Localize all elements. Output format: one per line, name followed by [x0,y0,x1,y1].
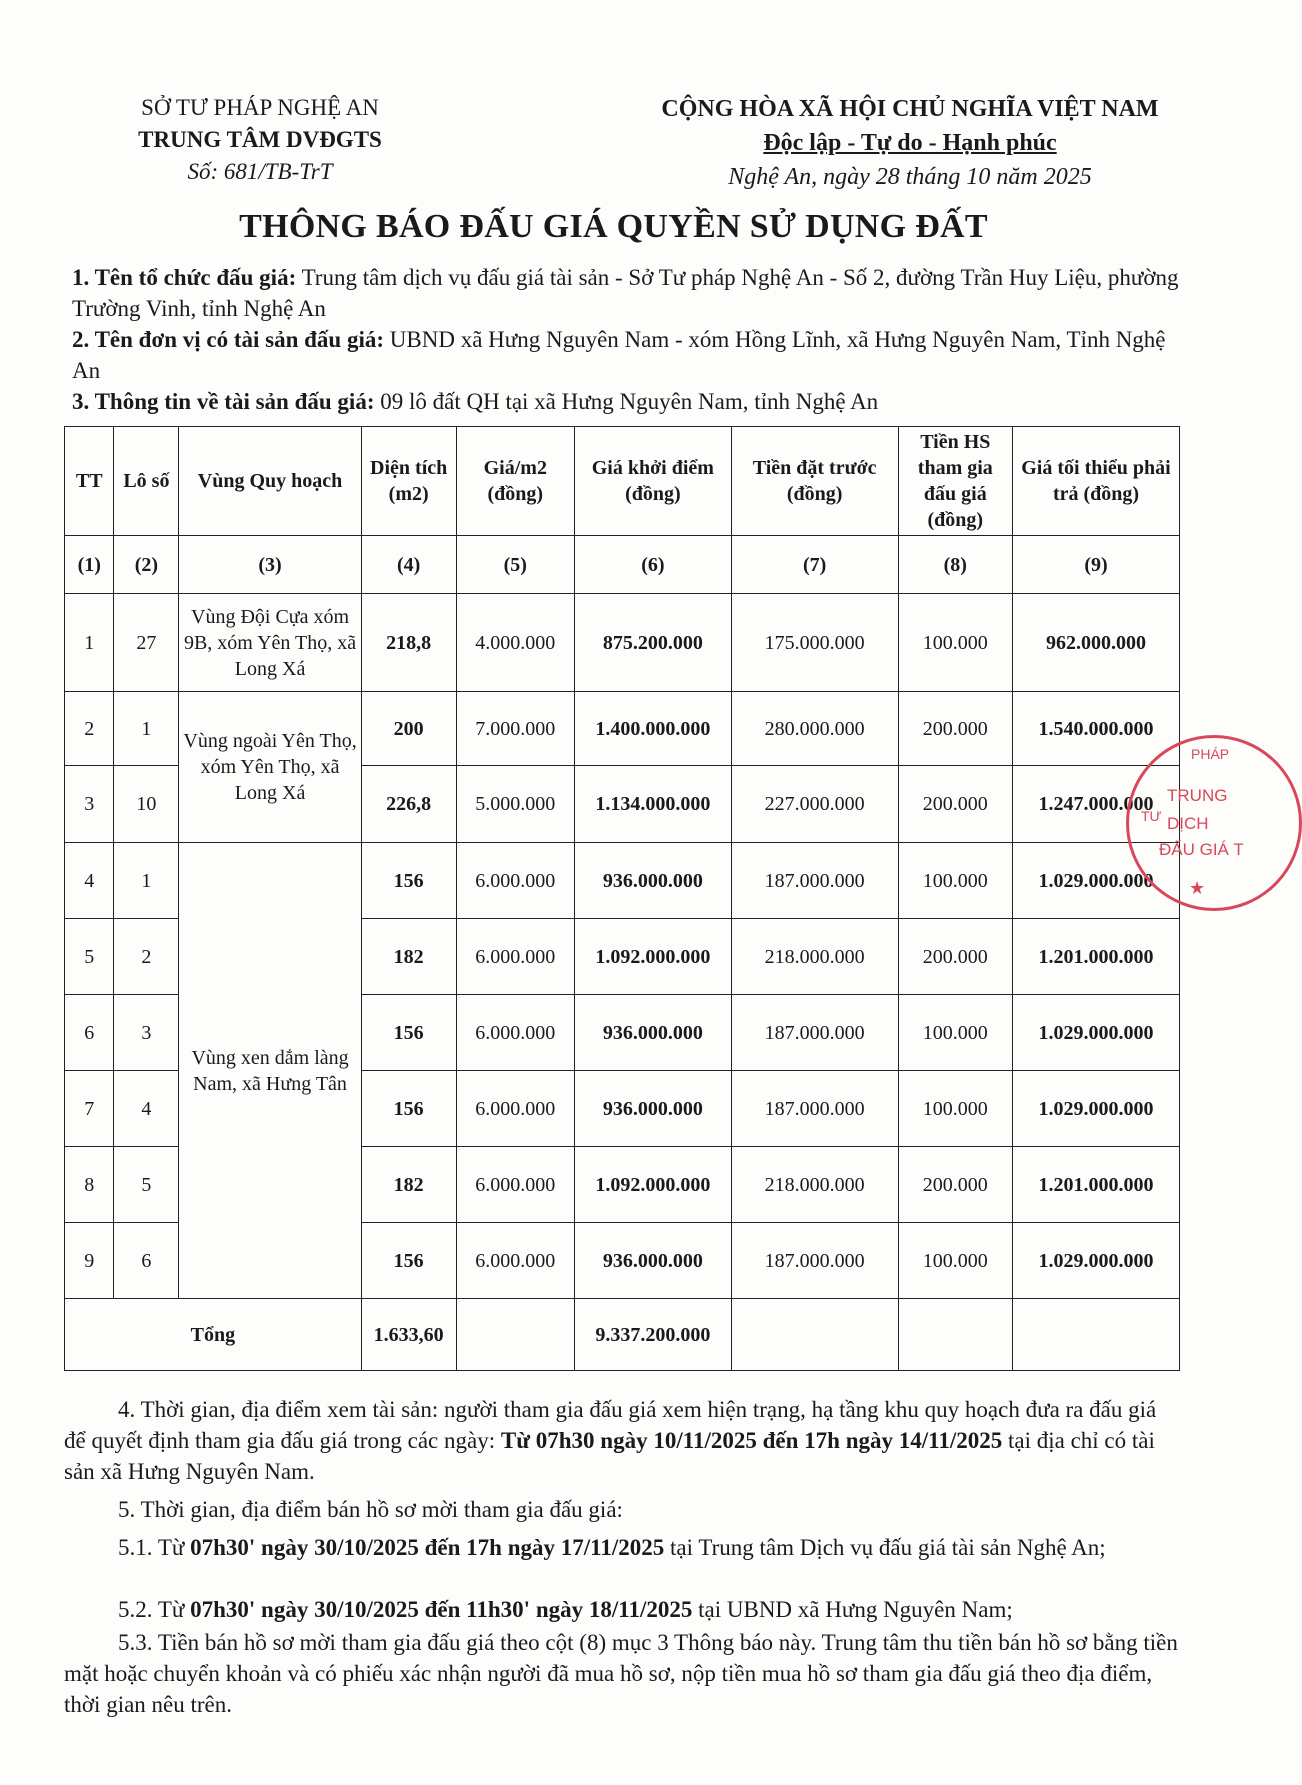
col-header: Giá tối thiểu phải trả (đồng) [1012,427,1179,536]
cell-lot: 3 [114,995,179,1071]
cell-tt: 5 [65,919,114,995]
cell-price: 6.000.000 [456,919,575,995]
cell-lot: 27 [114,594,179,692]
cell-min-price: 1.029.000.000 [1012,1071,1179,1147]
section-3-label: 3. Thông tin về tài sản đấu giá: [72,389,375,414]
cell-tt: 6 [65,995,114,1071]
section-4-text: 4. Thời gian, địa điểm xem tài sản: người tham gia đấu giá xem hiện trạng, hạ tầng khu quy hoạch đưa ra đấu giá để quyết định tham gia đấu giá trong các ngày: [64,1397,1157,1453]
cell-area: 156 [361,995,456,1071]
cell-price: 7.000.000 [456,692,575,766]
cell-lot: 6 [114,1223,179,1299]
cell-min-price: 1.029.000.000 [1012,995,1179,1071]
document-date: Nghệ An, ngày 28 tháng 10 năm 2025 [728,164,1092,190]
table-row [65,692,1180,766]
total-area: 1.633,60 [361,1299,456,1371]
cell-tt: 8 [65,1147,114,1223]
col-header: Lô số [114,427,179,536]
stamp-text: DỊCH [1167,814,1209,833]
cell-fee: 200.000 [898,766,1012,843]
cell-deposit: 175.000.000 [731,594,898,692]
cell-fee: 100.000 [898,995,1012,1071]
cell-price: 4.000.000 [456,594,575,692]
cell-lot: 1 [114,692,179,766]
stamp-text: TRUNG [1167,786,1228,805]
cell-min-price: 1.540.000.000 [1012,692,1179,766]
cell-fee: 100.000 [898,1071,1012,1147]
cell-zone: Vùng ngoài Yên Thọ, xóm Yên Thọ, xã Long Xá [179,692,361,843]
col-header: Vùng Quy hoạch [179,427,361,536]
cell-start-price: 1.400.000.000 [575,692,732,766]
cell-deposit: 187.000.000 [731,1223,898,1299]
cell-min-price: 962.000.000 [1012,594,1179,692]
cell-fee: 200.000 [898,919,1012,995]
cell-area: 156 [361,843,456,919]
cell-start-price: 1.092.000.000 [575,919,732,995]
section-5-2-dates: 07h30' ngày 30/10/2025 đến 11h30' ngày 18/11/2025 [190,1597,693,1622]
cell-area: 156 [361,1223,456,1299]
cell-tt: 7 [65,1071,114,1147]
cell-deposit: 187.000.000 [731,995,898,1071]
section-5-3: 5.3. Tiền bán hồ sơ mời tham gia đấu giá theo cột (8) mục 3 Thông báo này. Trung tâm thu tiền bán hồ sơ bằng tiền mặt hoặc chuyển khoản và có phiếu xác nhận người đã mua hồ sơ, nộp tiền mua hồ sơ tham gia đấu giá theo địa điểm, thời gian nêu trên. [64,1630,1178,1717]
empty-cell [898,1299,1012,1371]
cell-fee: 200.000 [898,692,1012,766]
cell-price: 6.000.000 [456,1071,575,1147]
section-2-text: UBND xã Hưng Nguyên Nam - xóm Hồng Lĩnh, xã Hưng Nguyên Nam, Tỉnh Nghệ An [72,327,1166,383]
empty-cell [731,1299,898,1371]
document-number: Số: 681/TB-TrT [187,159,333,184]
document-title: THÔNG BÁO ĐẤU GIÁ QUYỀN SỬ DỤNG ĐẤT [239,208,988,245]
cell-deposit: 187.000.000 [731,1071,898,1147]
section-5-1 [64,1532,1180,1563]
cell-tt: 1 [65,594,114,692]
cell-min-price: 1.029.000.000 [1012,1223,1179,1299]
cell-deposit: 280.000.000 [731,692,898,766]
section-5-2 [64,1594,1180,1625]
total-label: Tổng [65,1299,362,1371]
cell-price: 6.000.000 [456,1147,575,1223]
col-number: (9) [1012,536,1179,594]
issuer-block [110,92,410,188]
cell-zone: Vùng Đội Cựa xóm 9B, xóm Yên Thọ, xã Long Xá [179,594,361,692]
cell-start-price: 936.000.000 [575,843,732,919]
section-3-text: 09 lô đất QH tại xã Hưng Nguyên Nam, tỉnh Nghệ An [374,389,879,414]
cell-area: 200 [361,692,456,766]
col-number: (8) [898,536,1012,594]
col-header: TT [65,427,114,536]
col-number: (2) [114,536,179,594]
table-row [65,843,1180,919]
national-title: CỘNG HÒA XÃ HỘI CHỦ NGHĨA VIỆT NAM [661,96,1159,122]
cell-lot: 4 [114,1071,179,1147]
cell-lot: 1 [114,843,179,919]
cell-fee: 200.000 [898,1147,1012,1223]
section-2-label: 2. Tên đơn vị có tài sản đấu giá: [72,327,385,352]
cell-price: 6.000.000 [456,843,575,919]
official-seal-stamp [1126,735,1302,911]
cell-deposit: 187.000.000 [731,843,898,919]
cell-tt: 9 [65,1223,114,1299]
section-3 [72,386,1182,417]
cell-deposit: 218.000.000 [731,1147,898,1223]
col-number: (4) [361,536,456,594]
empty-cell [456,1299,575,1371]
table-row [65,594,1180,692]
section-1-label: 1. Tên tổ chức đấu giá: [72,265,297,290]
cell-min-price: 1.201.000.000 [1012,919,1179,995]
section-5-2-prefix: 5.2. Từ [118,1597,191,1622]
total-start-price: 9.337.200.000 [575,1299,732,1371]
col-number: (3) [179,536,361,594]
total-row [65,1299,1180,1371]
cell-area: 182 [361,919,456,995]
col-header: Giá khởi điểm (đồng) [575,427,732,536]
section-1-text: Trung tâm dịch vụ đấu giá tài sản - Sở Tư pháp Nghệ An - Số 2, đường Trần Huy Liệu, phường Trường Vinh, tỉnh Nghệ An [72,265,1179,321]
cell-deposit: 218.000.000 [731,919,898,995]
cell-price: 6.000.000 [456,995,575,1071]
section-5-1-location: tại Trung tâm Dịch vụ đấu giá tài sản Nghệ An; [664,1535,1106,1560]
stamp-text: PHÁP [1191,746,1230,762]
cell-zone: Vùng xen dắm làng Nam, xã Hưng Tân [179,843,361,1299]
section-5-1-prefix: 5.1. Từ [118,1535,191,1560]
cell-area: 156 [361,1071,456,1147]
cell-fee: 100.000 [898,1223,1012,1299]
col-number: (7) [731,536,898,594]
section-4-location: tại địa chỉ có tài sản xã Hưng Nguyên Nam. [64,1428,1155,1484]
cell-area: 218,8 [361,594,456,692]
section-4-dates: Từ 07h30 ngày 10/11/2025 đến 17h ngày 14/11/2025 [500,1428,1003,1453]
column-number-row [65,536,1180,594]
col-header: Diện tích (m2) [361,427,456,536]
cell-start-price: 936.000.000 [575,1223,732,1299]
cell-tt: 2 [65,692,114,766]
section-2 [72,324,1182,386]
national-header [640,92,1180,194]
cell-min-price: 1.029.000.000 [1012,843,1179,919]
col-number: (1) [65,536,114,594]
cell-lot: 5 [114,1147,179,1223]
cell-start-price: 936.000.000 [575,995,732,1071]
col-number: (5) [456,536,575,594]
cell-min-price: 1.201.000.000 [1012,1147,1179,1223]
cell-area: 226,8 [361,766,456,843]
col-header: Giá/m2 (đồng) [456,427,575,536]
issuer-line2: TRUNG TÂM DVĐGTS [138,127,382,152]
cell-tt: 4 [65,843,114,919]
section-5-intro: 5. Thời gian, địa điểm bán hồ sơ mời tham gia đấu giá: [118,1497,623,1522]
cell-start-price: 1.092.000.000 [575,1147,732,1223]
cell-lot: 2 [114,919,179,995]
section-5-1-dates: 07h30' ngày 30/10/2025 đến 17h ngày 17/11/2025 [190,1535,665,1560]
star-icon: ★ [1189,878,1206,898]
section-5-2-location: tại UBND xã Hưng Nguyên Nam; [692,1597,1013,1622]
national-motto: Độc lập - Tự do - Hạnh phúc [763,130,1057,156]
col-number: (6) [575,536,732,594]
section-4 [64,1394,1180,1487]
cell-tt: 3 [65,766,114,843]
col-header: Tiền đặt trước (đồng) [731,427,898,536]
stamp-text: ĐẤU GIÁ T [1159,840,1244,859]
cell-fee: 100.000 [898,594,1012,692]
cell-start-price: 936.000.000 [575,1071,732,1147]
cell-lot: 10 [114,766,179,843]
section-1 [72,262,1182,324]
issuer-line1: SỞ TƯ PHÁP NGHỆ AN [141,95,379,120]
header-row [65,427,1180,536]
cell-start-price: 1.134.000.000 [575,766,732,843]
col-header: Tiền HS tham gia đấu giá (đồng) [898,427,1012,536]
cell-price: 6.000.000 [456,1223,575,1299]
cell-min-price: 1.247.000.000 [1012,766,1179,843]
cell-area: 182 [361,1147,456,1223]
auction-table [64,426,1180,1371]
cell-fee: 100.000 [898,843,1012,919]
stamp-text: TƯ [1141,808,1162,824]
empty-cell [1012,1299,1179,1371]
cell-start-price: 875.200.000 [575,594,732,692]
cell-deposit: 227.000.000 [731,766,898,843]
cell-price: 5.000.000 [456,766,575,843]
